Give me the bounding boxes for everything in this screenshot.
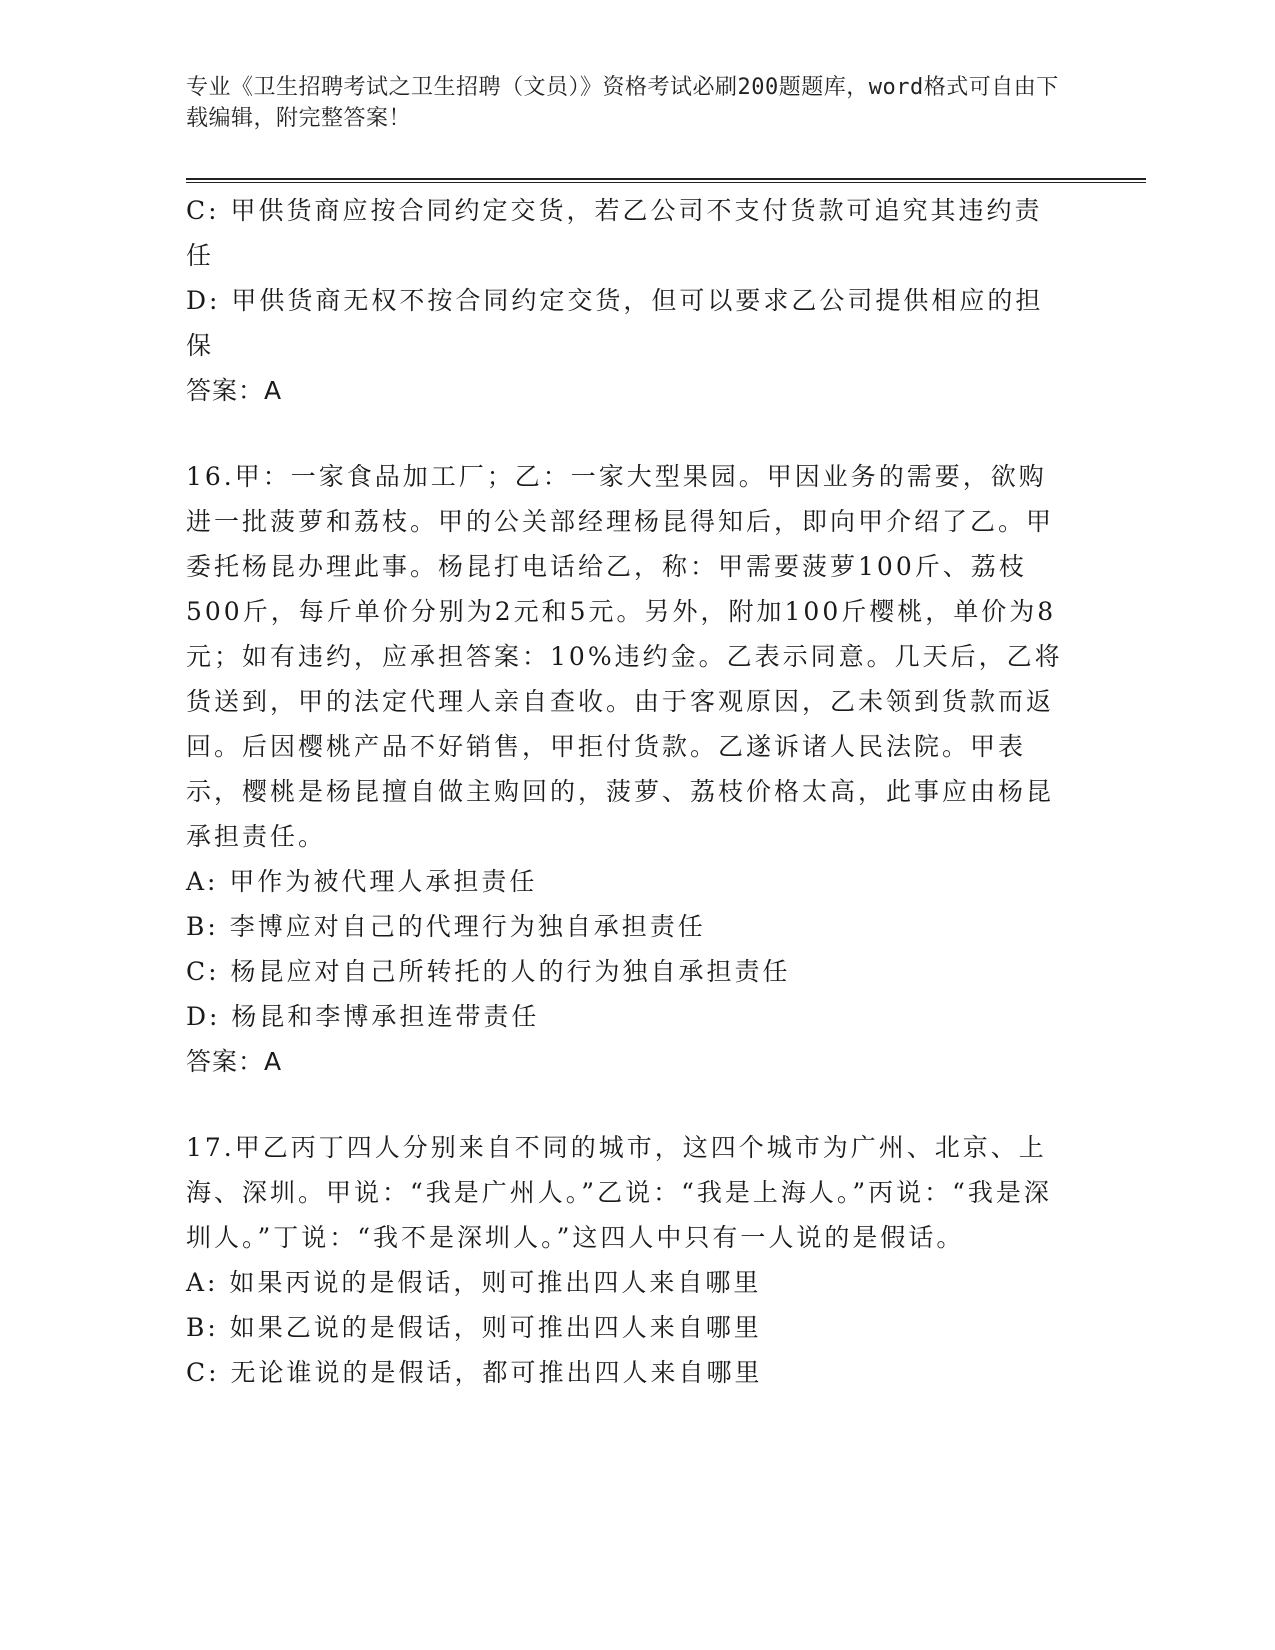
option-c: C: 杨昆应对自己所转托的人的行为独自承担责任 (186, 957, 791, 986)
answer-line: 答案：A (186, 1047, 283, 1076)
question-17 (186, 1125, 1066, 1395)
question-stem: 16.甲：一家食品加工厂；乙：一家大型果园。甲因业务的需要，欲购进一批菠萝和荔枝。甲的公关部经理杨昆得知后，即向甲介绍了乙。甲委托杨昆办理此事。杨昆打电话给乙，称：甲需要菠萝100斤、荔枝500斤，每斤单价分别为2元和5元。另外，附加100斤樱桃，单价为8元；如有违约，应承担答案：10%违约金。乙表示同意。几天后，乙将货送到，甲的法定代理人亲自查收。由于客观原因，乙未领到货款而返回。后因樱桃产品不好销售，甲拒付货款。乙遂诉诸人民法院。甲表示，樱桃是杨昆擅自做主购回的，菠萝、荔枝价格太高，此事应由杨昆承担责任。 (186, 462, 1063, 851)
option-c: C: 无论谁说的是假话，都可推出四人来自哪里 (186, 1358, 763, 1387)
spacer (186, 1084, 1066, 1125)
question-list (186, 188, 1066, 1395)
option-b: B: 如果乙说的是假话，则可推出四人来自哪里 (186, 1313, 762, 1342)
option-c: C: 甲供货商应按合同约定交货，若乙公司不支付货款可追究其违约责任 (186, 196, 1043, 270)
question-16 (186, 454, 1066, 1084)
answer-line: 答案：A (186, 376, 283, 405)
option-d: D: 甲供货商无权不按合同约定交货，但可以要求乙公司提供相应的担保 (186, 286, 1044, 360)
option-a: A: 如果丙说的是假话，则可推出四人来自哪里 (186, 1268, 762, 1297)
question-15-continuation (186, 188, 1066, 413)
spacer (186, 413, 1066, 454)
option-b: B: 李博应对自己的代理行为独自承担责任 (186, 912, 706, 941)
question-stem: 17.甲乙丙丁四人分别来自不同的城市，这四个城市为广州、北京、上海、深圳。甲说：“我是广州人。”乙说：“我是上海人。”丙说：“我是深圳人。”丁说：“我不是深圳人。”这四人中只有一人说的是假话。 (186, 1133, 1052, 1252)
option-a: A: 甲作为被代理人承担责任 (186, 867, 538, 896)
option-d: D: 杨昆和李博承担连带责任 (186, 1002, 540, 1031)
header-divider (186, 178, 1146, 183)
document-header: 专业《卫生招聘考试之卫生招聘（文员）》资格考试必刷200题题库，word格式可自由下载编辑，附完整答案！ (186, 75, 1059, 131)
